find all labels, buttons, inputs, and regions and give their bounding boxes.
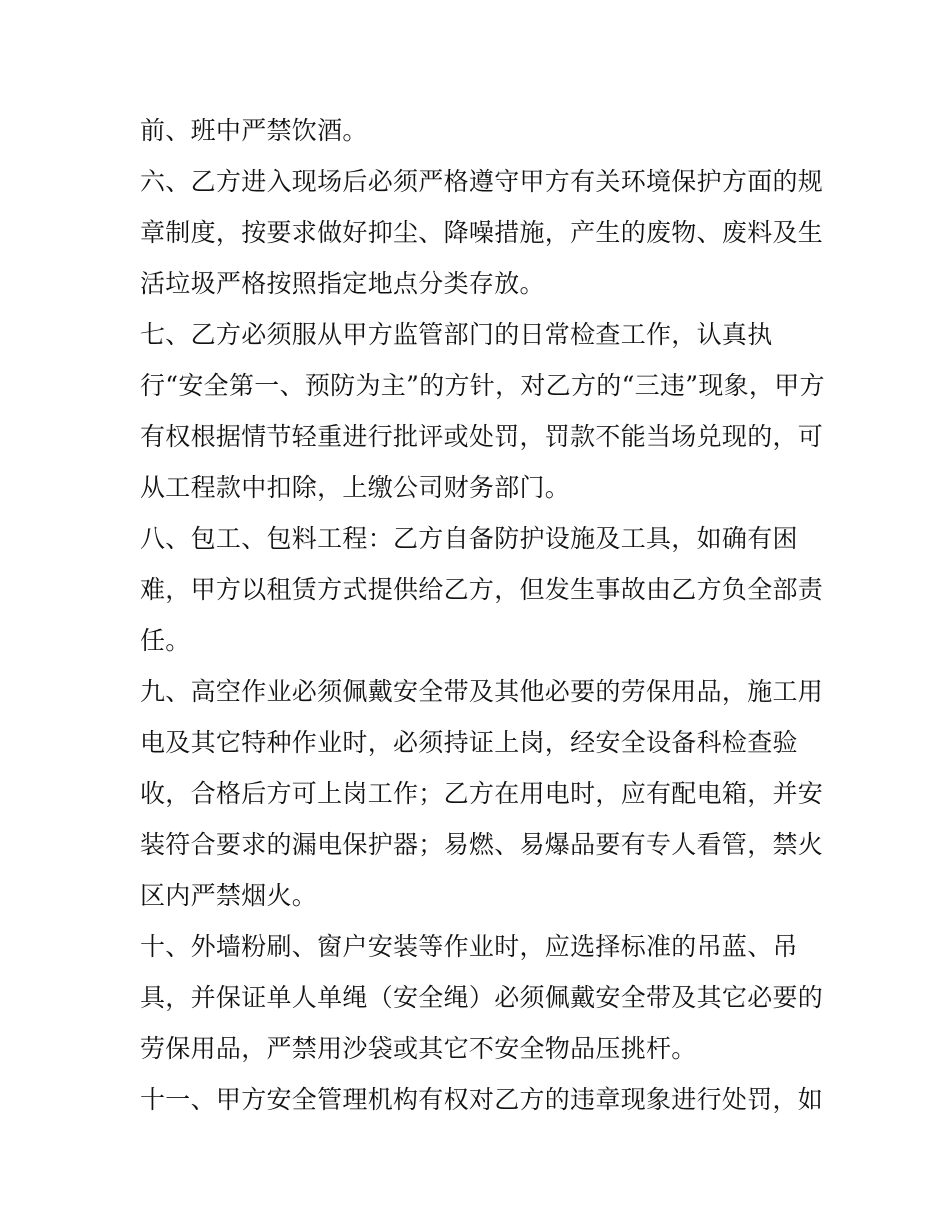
text-line: 前、班中严禁饮酒。 bbox=[140, 116, 368, 145]
text-line: 装符合要求的漏电保护器；易燃、易爆品要有专人看管，禁火 bbox=[140, 830, 824, 859]
text-line: 有权根据情节轻重进行批评或处罚，罚款不能当场兑现的，可 bbox=[140, 422, 824, 451]
text-line: 任。 bbox=[140, 626, 191, 655]
text-line: 收，合格后方可上岗工作；乙方在用电时，应有配电箱，并安 bbox=[140, 779, 824, 808]
text-line: 六、乙方进入现场后必须严格遵守甲方有关环境保护方面的规 bbox=[140, 167, 824, 196]
text-line: 难，甲方以租赁方式提供给乙方，但发生事故由乙方负全部责 bbox=[140, 575, 824, 604]
text-line: 十、外墙粉刷、窗户安装等作业时，应选择标准的吊蓝、吊 bbox=[140, 932, 798, 961]
text-line: 十一、甲方安全管理机构有权对乙方的违章现象进行处罚，如 bbox=[140, 1085, 824, 1114]
text-line: 章制度，按要求做好抑尘、降噪措施，产生的废物、废料及生 bbox=[140, 218, 824, 247]
text-line: 电及其它特种作业时，必须持证上岗，经安全设备科检查验 bbox=[140, 728, 798, 757]
text-line: 从工程款中扣除，上缴公司财务部门。 bbox=[140, 473, 571, 502]
text-line: 七、乙方必须服从甲方监管部门的日常检查工作，认真执 bbox=[140, 320, 773, 349]
text-line: 劳保用品，严禁用沙袋或其它不安全物品压挑杆。 bbox=[140, 1034, 697, 1063]
text-line: 活垃圾严格按照指定地点分类存放。 bbox=[140, 269, 545, 298]
document-body bbox=[140, 105, 825, 1125]
text-line: 行“安全第一、预防为主”的方针，对乙方的“三违”现象，甲方 bbox=[140, 371, 825, 400]
text-line: 区内严禁烟火。 bbox=[140, 881, 318, 910]
text-line: 九、高空作业必须佩戴安全带及其他必要的劳保用品，施工用 bbox=[140, 677, 824, 706]
text-line: 八、包工、包料工程：乙方自备防护设施及工具，如确有困 bbox=[140, 524, 798, 553]
text-line: 具，并保证单人单绳（安全绳）必须佩戴安全带及其它必要的 bbox=[140, 983, 824, 1012]
